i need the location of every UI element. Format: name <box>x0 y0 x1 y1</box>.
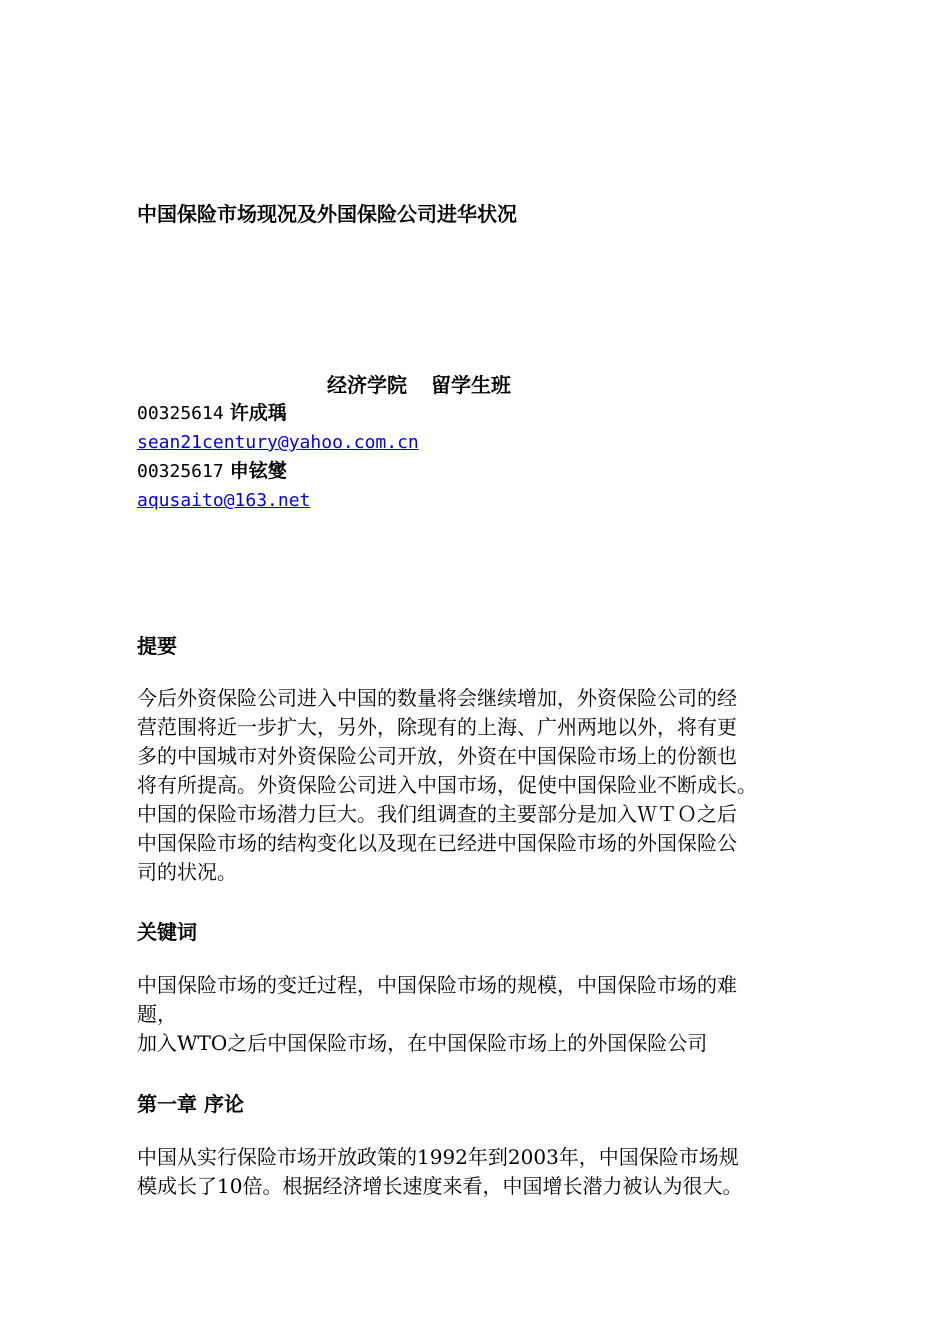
author-2-id: 00325617 <box>137 461 224 482</box>
chapter-1-line: 中国从实行保险市场开放政策的1992年到2003年，中国保险市场规 <box>137 1145 739 1169</box>
author-1-email-line <box>137 428 419 457</box>
keywords-line: 中国保险市场的变迁过程，中国保险市场的规模，中国保险市场的难 <box>137 973 737 997</box>
abstract-line: 将有所提高。外资保险公司进入中国市场，促使中国保险业不断成长。 <box>137 773 757 797</box>
keywords-heading: 关键词 <box>137 920 197 944</box>
abstract-line: 今后外资保险公司进入中国的数量将会继续增加，外资保险公司的经 <box>137 686 737 710</box>
keywords-paragraph <box>137 971 817 1058</box>
abstract-line: 中国保险市场的结构变化以及现在已经进中国保险市场的外国保险公 <box>137 831 737 855</box>
chapter-1-heading: 第一章 序论 <box>137 1092 244 1116</box>
school-name: 经济学院 <box>327 373 407 397</box>
abstract-line: 营范围将近一步扩大，另外，除现有的上海、广州两地以外，将有更 <box>137 715 737 739</box>
chapter-1-paragraph <box>137 1143 817 1201</box>
abstract-paragraph <box>137 684 817 887</box>
keywords-line: 题， <box>137 1002 177 1026</box>
department-line <box>327 369 511 398</box>
author-1-line <box>137 399 287 428</box>
document-title: 中国保险市场现况及外国保险公司进华状况 <box>137 202 517 226</box>
keywords-line: 加入WTO之后中国保险市场，在中国保险市场上的外国保险公司 <box>137 1031 708 1055</box>
chapter-1-line: 模成长了10倍。根据经济增长速度来看，中国增长潜力被认为很大。 <box>137 1174 743 1198</box>
class-name: 留学生班 <box>431 373 511 397</box>
author-2-name: 申铉燮 <box>229 460 287 482</box>
author-1-id: 00325614 <box>137 403 224 424</box>
author-2-email-link[interactable]: aqusaito@163.net <box>137 490 311 511</box>
abstract-line: 中国的保险市场潜力巨大。我们组调查的主要部分是加入ＷＴＯ之后 <box>137 802 737 826</box>
author-1-email-link[interactable]: sean21century@yahoo.com.cn <box>137 432 419 453</box>
abstract-line: 多的中国城市对外资保险公司开放，外资在中国保险市场上的份额也 <box>137 744 737 768</box>
author-2-line <box>137 457 287 486</box>
abstract-line: 司的状况。 <box>137 860 237 884</box>
author-2-email-line <box>137 486 310 515</box>
abstract-heading: 提要 <box>137 634 177 658</box>
author-1-name: 许成瑀 <box>229 402 287 424</box>
